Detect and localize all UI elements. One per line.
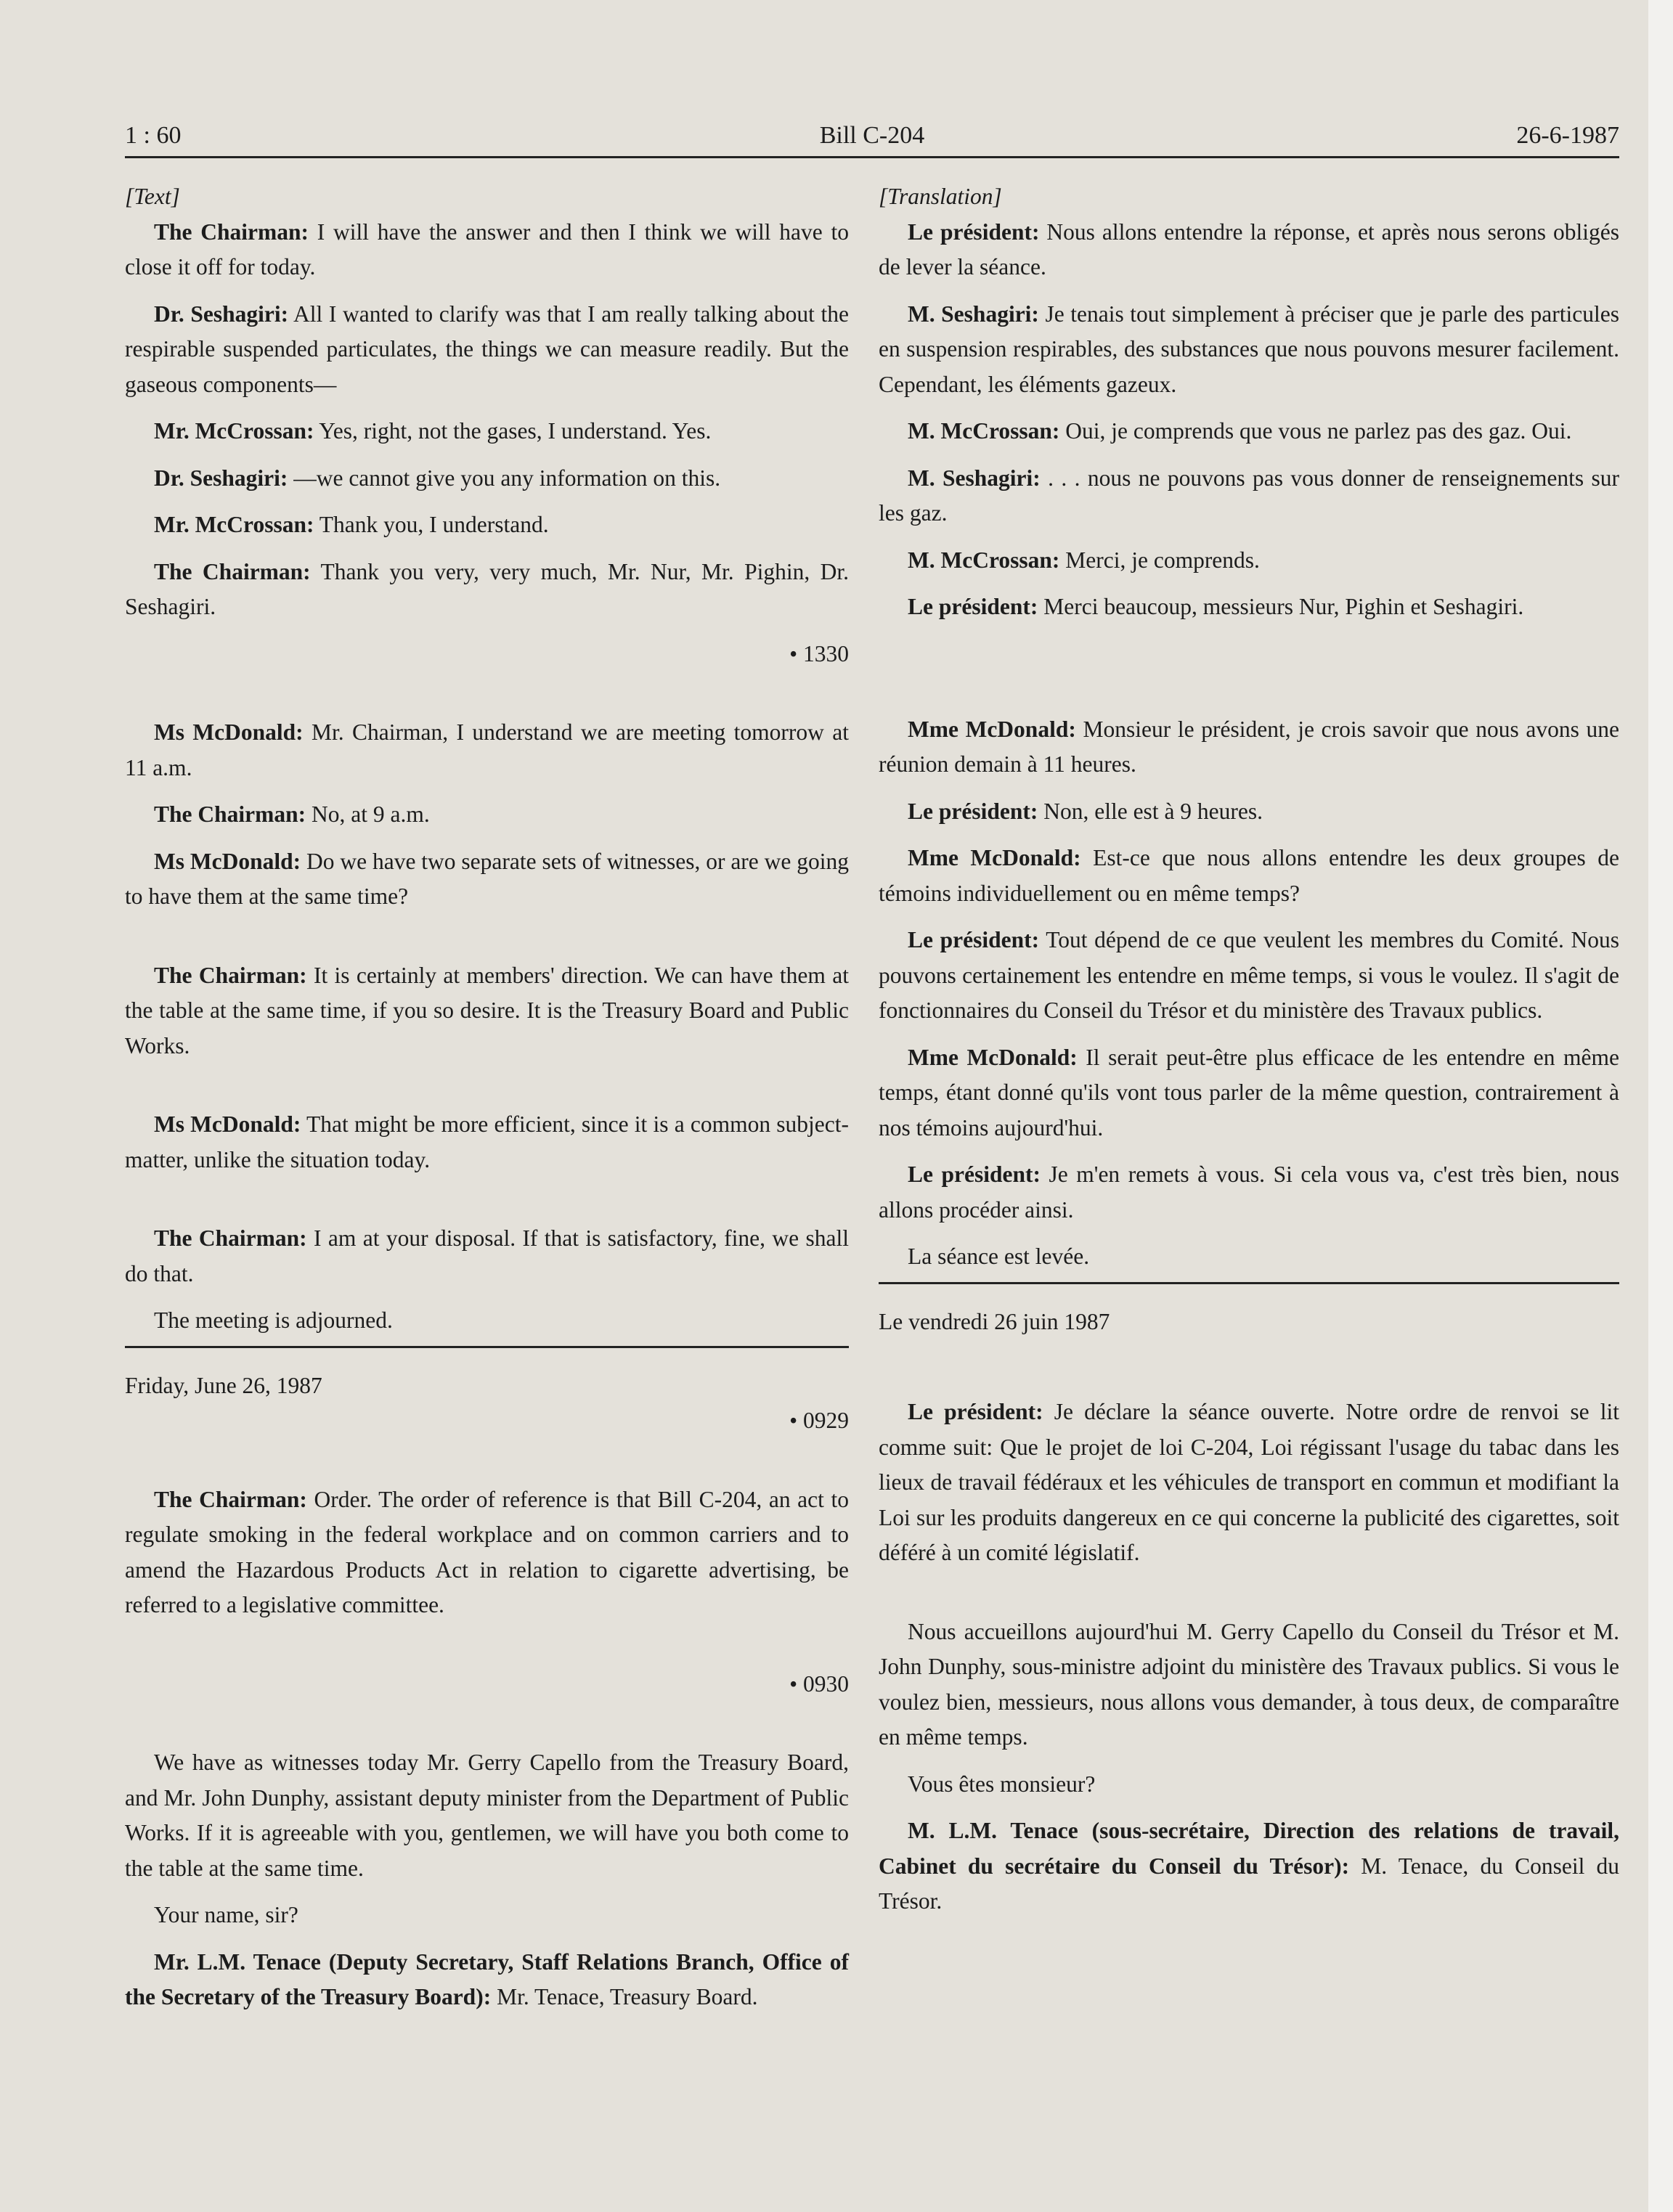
paragraph [879, 1040, 1619, 1146]
speech: Tout dépend de ce que veulent les membres du Comité. Nous pouvons certainement les entendre en même temps, si vous le voulez. Il s'agit de fonctionnaires du Conseil du Trésor et du ministère des Travaux publics. [879, 927, 1619, 1023]
session-date: Le vendredi 26 juin 1987 [879, 1308, 1110, 1334]
paragraph [125, 958, 849, 1064]
paragraph [125, 507, 849, 543]
paragraph [125, 215, 849, 285]
speaker: Mr. McCrossan: [154, 418, 314, 444]
speaker: Ms McDonald: [154, 1111, 301, 1137]
speaker: M. McCrossan: [908, 418, 1060, 444]
speech: . . . nous ne pouvons pas vous donner de renseignements sur les gaz. [879, 465, 1619, 526]
speaker: Le président: [908, 927, 1040, 952]
paragraph [879, 589, 1619, 625]
speech: Thank you, I understand. [314, 512, 549, 537]
translation-label: [Translation] [879, 184, 1002, 209]
speech: I am at your disposal. If that is satisfactory, fine, we shall do that. [125, 1225, 849, 1286]
paragraph: La séance est levée. [908, 1244, 1090, 1269]
speaker: M. Seshagiri: [908, 465, 1041, 491]
speech: Je déclare la séance ouverte. Notre ordre de renvoi se lit comme suit: Que le projet de loi C-204, Loi régissant l'usage du tabac dans les lieux de travail fédéraux et les véhicules de transport en commun et modifiant la Loi sur les produits dangereux en ce qui concerne la publicité des cigarettes, soit déféré à un comité législatif. [879, 1399, 1619, 1565]
paragraph [879, 794, 1619, 830]
french-column [879, 179, 1619, 1919]
speaker: Mme McDonald: [908, 845, 1081, 870]
page-edge [1648, 0, 1673, 2212]
paragraph [879, 1157, 1619, 1228]
speaker: Dr. Seshagiri: [154, 301, 289, 327]
speaker: Le président: [908, 1162, 1041, 1187]
paragraph [125, 1107, 849, 1178]
paragraph [879, 297, 1619, 403]
paragraph [125, 461, 849, 497]
bill-title: Bill C-204 [819, 122, 925, 149]
speaker: Mme McDonald: [908, 716, 1076, 742]
speech: Oui, je comprends que vous ne parlez pas des gaz. Oui. [1059, 418, 1572, 444]
paragraph [125, 844, 849, 915]
speaker: The Chairman: [154, 219, 309, 245]
speech: Est-ce que nous allons entendre les deux groupes de témoins individuellement ou en même temps? [879, 845, 1619, 906]
paragraph: Your name, sir? [154, 1902, 298, 1927]
header-date: 26-6-1987 [1516, 122, 1619, 149]
speaker: Mr. L.M. Tenace (Deputy Secretary, Staff Relations Branch, Office of the Secretary of the Treasury Board): [125, 1948, 849, 2009]
speaker: M. Seshagiri: [908, 301, 1039, 327]
speech: It is certainly at members' direction. We can have them at the table at the same time, if you so desire. It is the Treasury Board and Public Works. [125, 962, 849, 1058]
speaker: Le président: [908, 1399, 1043, 1424]
paragraph [879, 841, 1619, 911]
speech: Nous allons entendre la réponse, et après nous serons obligés de lever la séance. [879, 219, 1620, 279]
speech: Je tenais tout simplement à préciser que je parle des particules en suspension respirables, des substances que nous pouvons mesurer facilement. Cependant, les éléments gazeux. [879, 301, 1620, 397]
paragraph [125, 1221, 849, 1291]
paragraph [879, 1813, 1619, 1919]
speaker: M. McCrossan: [908, 547, 1060, 573]
speech: No, at 9 a.m. [306, 801, 430, 827]
speech: M. Tenace, du Conseil du Trésor. [879, 1853, 1619, 1914]
speech: Non, elle est à 9 heures. [1038, 798, 1263, 824]
paragraph [125, 1945, 849, 2015]
speaker: Le président: [908, 594, 1038, 619]
speech: Mr. Tenace, Treasury Board. [491, 1984, 758, 2009]
paragraph: The meeting is adjourned. [154, 1307, 393, 1333]
timestamp: • 0929 [789, 1408, 849, 1433]
page-number: 1 : 60 [125, 122, 182, 149]
speaker: Mme McDonald: [908, 1044, 1078, 1070]
paragraph [879, 461, 1619, 531]
speech: All I wanted to clarify was that I am really talking about the respirable suspended particulates, the things we can measure readily. But the gaseous components— [125, 301, 849, 397]
speaker: Ms McDonald: [154, 848, 301, 874]
timestamp: • 1330 [789, 640, 849, 666]
speaker: Ms McDonald: [154, 719, 304, 745]
paragraph: We have as witnesses today Mr. Gerry Capello from the Treasury Board, and Mr. John Dunphy, assistant deputy minister from the Department of Public Works. If it is agreeable with you, gentlemen, we will have you both come to the table at the same time. [125, 1750, 849, 1881]
paragraph: Nous accueillons aujourd'hui M. Gerry Capello du Conseil du Trésor et M. John Dunphy, sous-ministre adjoint du ministère des Travaux publics. Si vous le voulez bien, messieurs, nous allons vous demander, à tous deux, de comparaître en même temps. [879, 1618, 1619, 1750]
paragraph [879, 1395, 1619, 1571]
timestamp: • 0930 [789, 1670, 849, 1697]
section-rule [125, 1346, 849, 1348]
speech: Thank you very, very much, Mr. Nur, Mr. Pighin, Dr. Seshagiri. [125, 558, 849, 619]
speech: Il serait peut-être plus efficace de les entendre en même temps, étant donné qu'ils vont tous parler de la même question, contrairement à nos témoins aujourd'hui. [879, 1044, 1619, 1140]
speaker: The Chairman: [154, 801, 306, 827]
speech: Je m'en remets à vous. Si cela vous va, c'est très bien, nous allons procéder ainsi. [879, 1162, 1619, 1223]
paragraph: Vous êtes monsieur? [908, 1771, 1096, 1797]
page-header [125, 122, 1619, 155]
speech: Do we have two separate sets of witnesses, or are we going to have them at the same time? [125, 848, 850, 909]
paragraph [879, 414, 1619, 449]
paragraph [125, 414, 849, 449]
speech: —we cannot give you any information on this. [288, 465, 721, 491]
speaker: Mr. McCrossan: [154, 512, 314, 537]
paragraph [879, 712, 1619, 783]
speech: Monsieur le président, je crois savoir que nous avons une réunion demain à 11 heures. [879, 716, 1619, 777]
text-label: [Text] [125, 184, 180, 209]
speaker: Le président: [908, 219, 1040, 245]
speaker: The Chairman: [154, 1486, 307, 1512]
speech: Order. The order of reference is that Bill C-204, an act to regulate smoking in the federal workplace and on common carriers and to amend the Hazardous Products Act in relation to cigarette advertising, be referred to a legislative committee. [125, 1486, 849, 1617]
paragraph [125, 297, 849, 403]
speech: Merci, je comprends. [1059, 547, 1260, 573]
english-column [125, 179, 849, 2015]
section-rule [879, 1282, 1619, 1284]
speaker: The Chairman: [154, 1225, 307, 1251]
speech: Merci beaucoup, messieurs Nur, Pighin et Seshagiri. [1038, 594, 1524, 619]
speech: Yes, right, not the gases, I understand. Yes. [314, 418, 712, 444]
speaker: The Chairman: [154, 558, 311, 584]
paragraph [125, 797, 849, 833]
speaker: The Chairman: [154, 962, 307, 988]
speech: That might be more efficient, since it is a common subject-matter, unlike the situation today. [125, 1111, 849, 1172]
paragraph [125, 1482, 849, 1623]
speaker: Dr. Seshagiri: [154, 465, 288, 491]
speech: I will have the answer and then I think we will have to close it off for today. [125, 219, 849, 279]
session-date: Friday, June 26, 1987 [125, 1372, 322, 1398]
paragraph [879, 215, 1619, 285]
paragraph [125, 555, 849, 625]
paragraph [125, 715, 849, 785]
paragraph [879, 923, 1619, 1029]
speaker: M. L.M. Tenace (sous-secrétaire, Direction des relations de travail, Cabinet du secrétaire du Conseil du Trésor): [879, 1818, 1619, 1879]
paragraph [879, 543, 1619, 579]
speech: Mr. Chairman, I understand we are meeting tomorrow at 11 a.m. [125, 719, 849, 780]
speaker: Le président: [908, 798, 1038, 824]
header-rule [125, 156, 1619, 158]
